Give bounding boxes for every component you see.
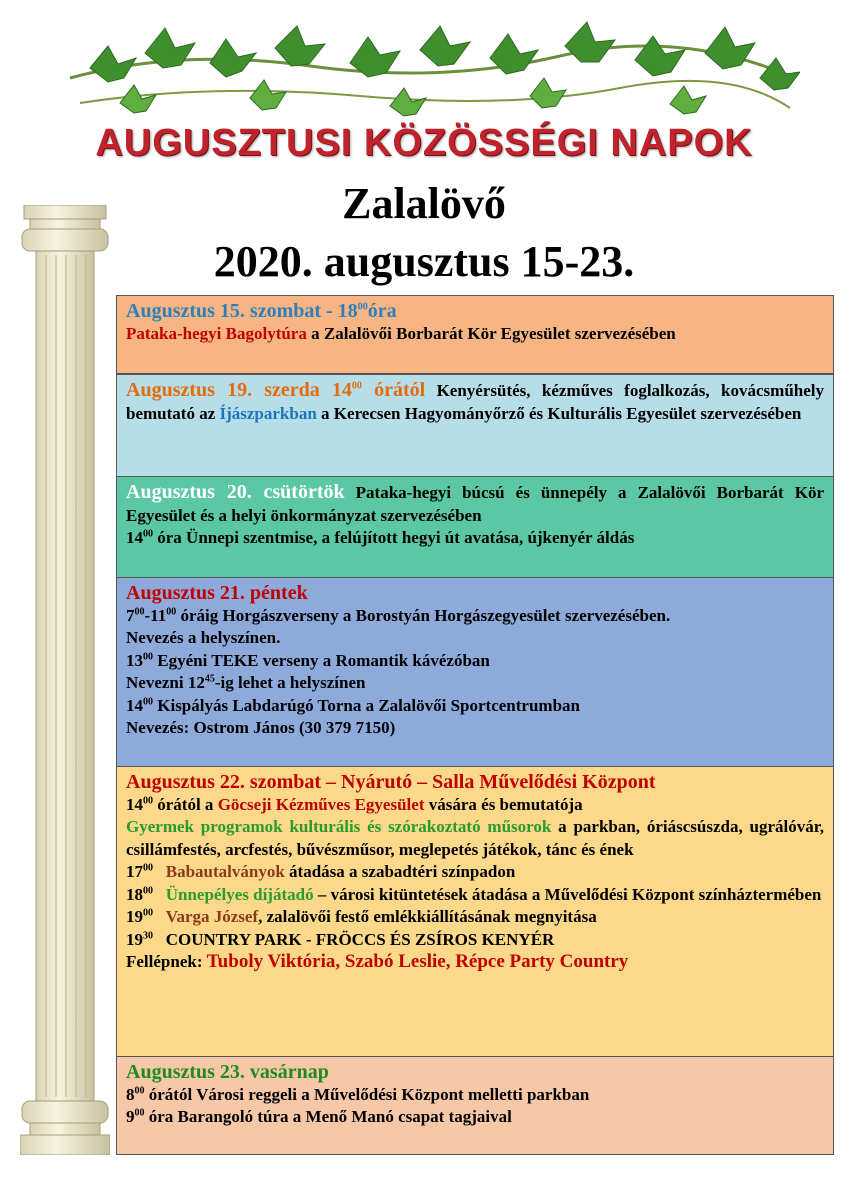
event-heading: Augusztus 23. vasárnap [126,1061,329,1083]
event-description: Augusztus 20. csütörtök Pataka-hegyi búcsú és ünnepély a Zalalövői Borbarát Kör Egyesület és a helyi önkormányzat szervezésében [126,481,824,525]
ivy-decoration [60,8,800,123]
town-name: Zalalövő [342,179,506,228]
event-line: $8^{00}$ órától Városi reggeli a Művelődési Központ melletti parkban [126,1084,590,1104]
event-line: $14^{00}$ órától a Göcseji Kézműves Egyesület vására és bemutatója [126,794,583,814]
event-line: $18^{00}$ Ünnepélyes díjátadó – városi kitüntetések átadása a Művelődési Központ színháztermében [126,884,822,904]
event-box-aug21 [116,577,834,771]
event-box-aug15 [116,295,834,374]
event-description: Augusztus 19. szerda $14^{00}$ órától Kenyérsütés, kézműves foglalkozás, kovácsműhely bemutató az Íjászparkban a Kerecsen Hagyományőrző és Kulturális Egyesület szervezésében [126,379,824,423]
event-line: $19^{00}$ Varga József, zalalövői festő emlékkiállításának megnyitása [126,907,597,926]
event-box-aug23 [116,1056,834,1155]
event-heading: Augusztus 15. szombat - $18^{00}óra$ [126,300,397,322]
event-box-aug20 [116,476,834,581]
event-line: Gyermek programok kulturális és szórakoztató műsorok a parkban, óriáscsúszda, ugrálóvár, csillámfestés, arcfestés, bűvészműsor, meglepetés játékok, tánc és ének [126,817,824,859]
event-heading: Augusztus 22. szombat – Nyárutó – Salla Művelődési Központ [126,771,656,793]
event-box-aug22 [116,766,834,1059]
event-line: $7^{00}-11^{00}$ óráig Horgászverseny a Borostyán Horgászegyesület szervezésében. [126,605,671,625]
event-line: $9^{00}$ óra Barangoló túra a Menő Manó csapat tagjaival [126,1107,512,1126]
event-line: Nevezni $12^{45}-ig$ lehet a helyszínen [126,673,366,692]
event-line: $14^{00}$ óra Ünnepi szentmise, a felújított hegyi út avatása, újkenyér áldás [126,528,635,547]
event-line: Nevezés: Ostrom János (30 379 7150) [126,718,396,737]
event-line: $19^{30}$ COUNTRY PARK - FRÖCCS ÉS ZSÍROS KENYÉR [126,929,555,949]
pillar-decoration [20,205,110,1155]
event-line: $14^{00}$ Kispályás Labdarúgó Torna a Zalalövői Sportcentrumban [126,695,580,715]
event-line: $13^{00}$ Egyéni TEKE verseny a Romantik kávézóban [126,650,490,670]
page-title: AUGUSZTUSI KÖZÖSSÉGI NAPOK [95,122,753,164]
event-description: Pataka-hegyi Bagolytúra a Zalalövői Borbarát Kör Egyesület szervezésében [126,323,676,343]
event-dates: 2020. augusztus 15-23. [213,237,635,286]
event-line: $17^{00}$ Babautalványok átadása a szabadtéri színpadon [126,862,516,881]
event-line: Nevezés a helyszínen. [126,628,281,647]
event-box-aug19 [116,374,834,477]
event-line: Fellépnek: Tuboly Viktória, Szabó Leslie, Répce Party Country [126,951,629,972]
event-heading: Augusztus 21. péntek [126,582,308,604]
